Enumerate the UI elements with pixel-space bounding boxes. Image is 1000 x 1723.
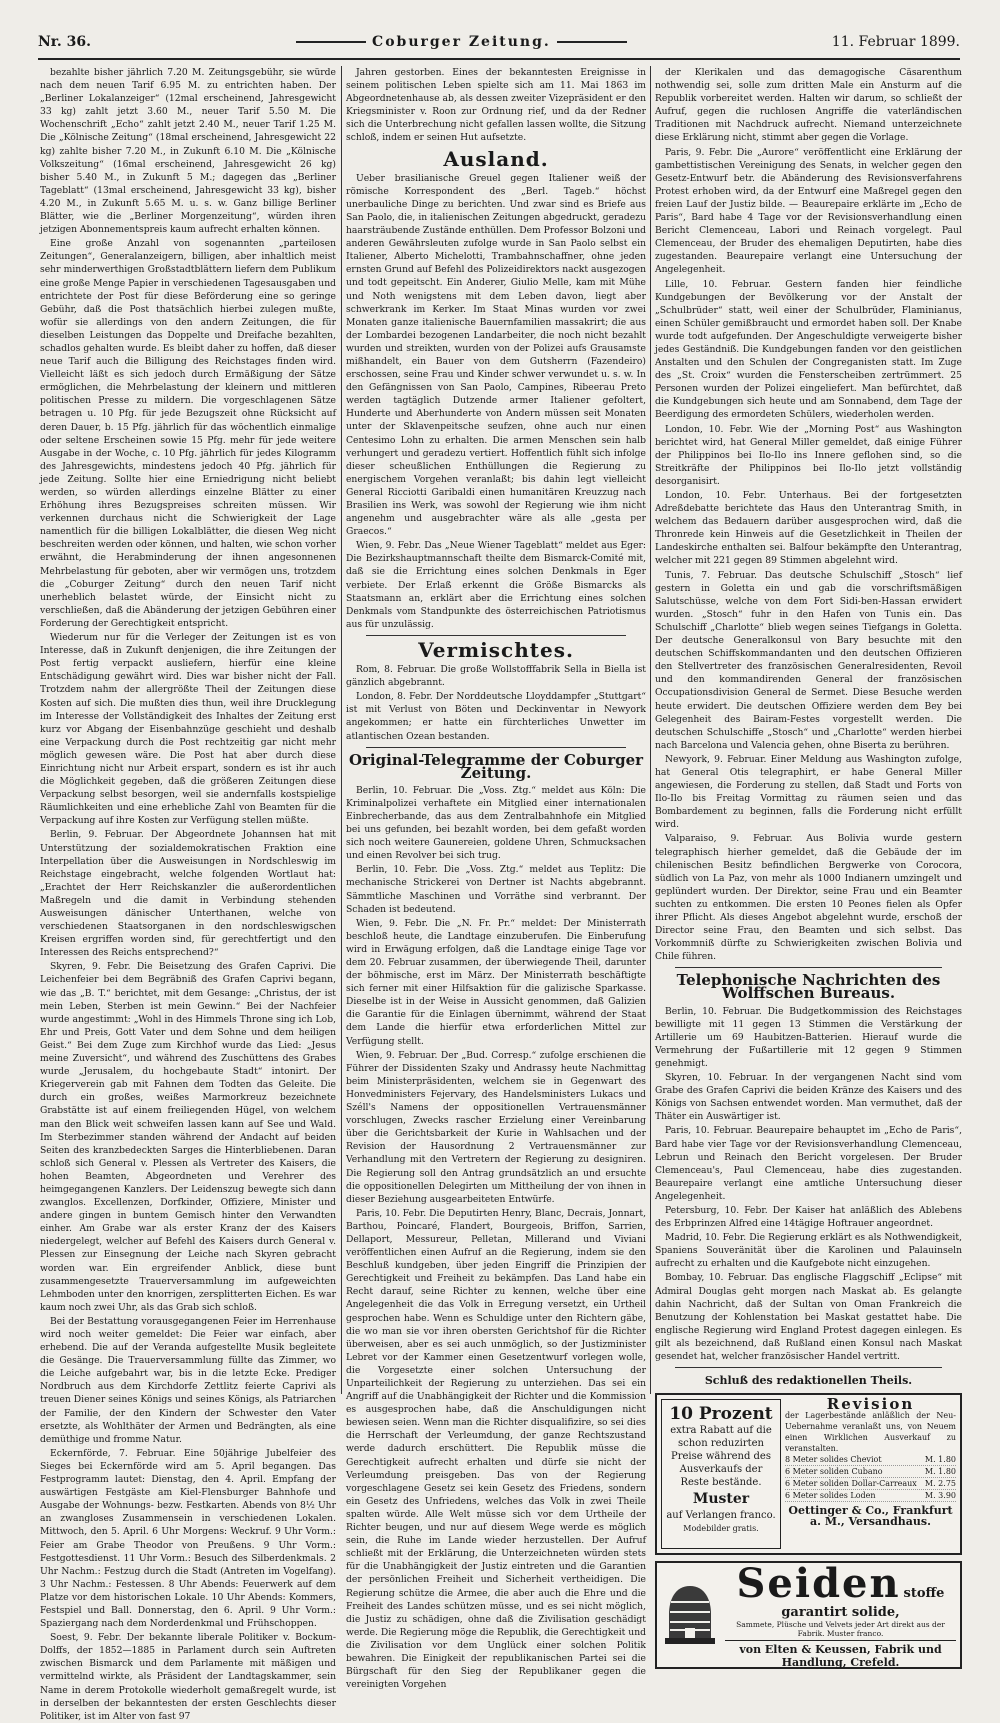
masthead <box>296 34 627 50</box>
ad-revision-firm: Oettinger & Co., Frankfurt a. M., Versandhaus. <box>788 1504 953 1529</box>
beehive-logo-icon <box>661 1580 719 1650</box>
ad-price-row: 6 Meter soliden Dollar-Carreaux M. 2.75 <box>785 1479 956 1489</box>
article-paragraph: Jahren gestorben. Eines der bekanntesten Ereignisse in seinem politischen Leben spielte sich am 11. Mai 1863 im Abgeordnetenhause ab, als dessen zweiter Vizepräsident er den Kriegsminister v. Roon zur Ordnung rief, und da der Redner sich die Unterbrechung nicht gefallen lassen wollte, die Sitzung schloß, indem er seinen Hut aufsetzte. <box>346 67 646 144</box>
article-paragraph: Berlin, 10. Febr. Die „Voss. Ztg.“ meldet aus Teplitz: Die mechanische Strickerei von Dertner ist Nachts abgebrannt. Sämmtliche Maschinen und Vorräthe sind verbrannt. Der Schaden ist bedeutend. <box>346 864 646 915</box>
article-paragraph: London, 8. Febr. Der Norddeutsche Lloyddampfer „Stuttgart“ ist mit Verlust von Böten und Deckinventar in Newyork angekommen; er hatte ein fürchterliches Unwetter im atlantischen Ozean bestanden. <box>346 691 646 742</box>
divider <box>366 635 626 636</box>
article-paragraph: Wien, 9. Febr. Das „Neue Wiener Tageblatt“ meldet aus Eger: Die Bezirkshauptmannschaft theilte dem Bismarck-Comité mit, daß sie die Errichtung eines solchen Denkmals in Eger verbiete. Der Erlaß erkennt die Größe Bismarcks als Staatsmann an, erklärt aber die Errichtung eines solchen Denkmals vom Standpunkte des österreichischen Patriotismus aus für unzulässig. <box>346 540 646 630</box>
article-paragraph: Eckernförde, 7. Februar. Eine 50jährige Jubelfeier des Sieges bei Eckernförde wird am 5. April begangen. Das Festprogramm lautet: Dienstag, den 4. April. Empfang der auswärtigen Festgäste am Kiel-Flensburger Bahnhofe und Ausgabe der Wohnungs- bezw. Festkarten. Abends von 8½ Uhr an zwangloses Zusammensein in verschiedenen Lokalen. Mittwoch, den 5. April. 6 Uhr Morgens: Weckruf. 9 Uhr Vorm.: Feier am Grabe Theodor von Preußens. 9 Uhr Vorm.: Festgottesdienst. 11 Uhr Vorm.: Besuch des Silberdenkmals. 2 Uhr Nachm.: Festzug durch die Stadt (Antreten im Vogelfang). 3 Uhr Nachm.: Festessen. 8 Uhr Abends: Feuerwerk auf dem Platze vor dem historischen Lokale. 10 Uhr Abends: Kommers, Festspiel und Ball. Donnerstag, den 6. April. 9 Uhr Vorm.: Spaziergang nach dem Norderdenkmal und Frühschoppen. <box>40 1447 336 1630</box>
article-paragraph: Lille, 10. Februar. Gestern fanden hier feindliche Kundgebungen der Bevölkerung vor der Anstalt der „Schulbrüder“ statt, weil einer der Schulbrüder, Flaminianus, einen Schüler gemißbraucht und ermordet haben soll. Der Knabe wurde todt aufgefunden. Der Angeschuldigte verweigerte bisher jedes Geständniß. Die Kundgebungen fanden vor den geistlichen Anstalten und den Schulen der Congreganisten statt. Im Zuge des „St. Croix“ wurden die Fensterscheiben zertrümmert. 25 Personen wurden der Polizei eingeliefert. Man befürchtet, daß die Kundgebungen sich heute und am Sonnabend, dem Tage der Beerdigung des ermordeten Schülers, wiederholen werden. <box>655 278 962 421</box>
ad-muster-label: Muster <box>692 1491 750 1508</box>
article-paragraph: bezahlte bisher jährlich 7.20 M. Zeitungsgebühr, sie würde nach dem neuen Tarif 6.95 M. zu entrichten haben. Der „Berliner Lokalanzeiger“ (12mal erscheinend, Jahresgewicht 33 kg) zahlt jetzt 3.60 M., neuer Tarif 5.50 M. Die Wochenschrift „Echo“ zahlt jetzt 2.40 M., neuer Tarif 1.25 M. Die „Kölnische Zeitung“ (18mal erscheinend, Jahresgewicht 22 kg) zahlte bisher 7.20 M., in Zukunft 6.10 M. Die „Kölnische Volkszeitung“ (16mal erscheinend, Jahresgewicht 26 kg) bisher 5.40 M., in Zukunft 5 M.; dagegen das „Berliner Tageblatt“ (13mal erscheinend, Jahresgewicht 33 kg), bisher 4.20 M., in Zukunft 5.65 M. u. s. w. Ganz billige Berliner Blätter, wie die „Berliner Morgenzeitung“, würden ihren jetzigen Abonnementspreis kaum aufrecht erhalten können. <box>40 67 336 236</box>
article-paragraph: Skyren, 9. Febr. Die Beisetzung des Grafen Caprivi. Die Leichenfeier bei dem Begräbniß des Grafen Caprivi begann, wie das „B. T.“ berichtet, mit dem Gesange: „Christus, der ist mein Leben, Sterben ist mein Gewinn.“ Bei der Nachfeier wurde angestimmt: „Wohl in des Himmels Throne sing ich Lob, Ehr und Preis, Gott Vater und dem Sohne und dem heiligen Geist.“ Bei dem Zuge zum Kirchhof wurde das Lied: „Jesus meine Zuversicht“, und während des Zuschüttens des Grabes wurde „Jerusalem, du hochgebaute Stadt“ intonirt. Der Kriegerverein gab mit Fahnen dem Todten das Geleite. Die durch ein großes, weißes Marmorkreuz bezeichnete Grabstätte ist auf einem freiliegenden Hügel, von welchem man den Blick weit schweifen lassen kann auf See und Wald. Im Sterbezimmer standen während der Andacht auf beiden Seiten des kranzbedeckten Sarges die Hinterbliebenen. Daran schloß sich General v. Plessen als Vertreter des Kaisers, die hohen Beamten, Abgeordneten und Verehrer des heimgegangenen Kanzlers. Der Leidenszug bewegte sich dann zwanglos. Excellenzen, Dorfkinder, Offiziere, Minister und andere gingen in buntem Gemisch hinter den Verwandten einher. Am Grabe war als erster Kranz der des Kaisers niedergelegt, welcher auf Befehl des Kaisers durch General v. Plessen zur Einsegnung der Leiche nach Skyren gebracht worden war. Ein ergreifender Anblick, diese bunt zusammengesetzte Trauerversammlung im aufgeweichten Lehmboden unter den knorrigen, zersplitterten Eichen. Es war kaum noch zwei Uhr, als das Grab sich schloß. <box>40 961 336 1313</box>
column-divider <box>341 66 342 1394</box>
article-paragraph: Wiederum nur für die Verleger der Zeitungen ist es von Interesse, daß in Zukunft denjenigen, die ihre Zeitungen der Post fertig verpackt ausliefern, hierfür eine kleine Entschädigung gewährt wird. Dies war bisher nicht der Fall. Trotzdem nahm der allergrößte Theil der Zeitungen diese Kosten auf sich. Die mußten dies thun, weil ihre Drucklegung im Interesse der Vollständigkeit des Inhaltes der Zeitung erst kurz vor Abgang der Eisenbahnzüge geschieht und deshalb eine Verpackung durch die Post rechtzeitig gar nicht mehr möglich gewesen wäre. Die Post hat aber durch diese Einrichtung nicht nur Arbeit erspart, sondern es ist ihr auch die Möglichkeit gegeben, daß die größeren Zeitungen diese Verpackung selbst besorgen, weil sie andernfalls kostspielige Räumlichkeiten und eine erhebliche Zahl von Beamten für die Verpackung auf ihre Kosten zur Verfügung stellen müßte. <box>40 632 336 827</box>
column-2 <box>346 66 646 1691</box>
article-paragraph: Soest, 9. Febr. Der bekannte liberale Politiker v. Bockum-Dolffs, der 1852—1885 in Parlament durch sein Auftreten zwischen Bismarck und dem Parlamente mit mäßigen und vermittelnd wirkte, als Präsident der Landtagskammer, sein Name in derem Protokolle wiederholt gemaßregelt wurde, ist in derselben der bekanntesten der ersten Geschlechts dieser Politiker, ist im Alter von fast 97 <box>40 1632 336 1722</box>
article-paragraph: Berlin, 10. Februar. Die Budgetkommission des Reichstages bewilligte mit 11 gegen 13 Stimmen die Verstärkung der Artillerie um 69 Haubitzen-Batterien. Hierauf wurde die Vermehrung der Fußartillerie mit 12 gegen 9 Stimmen genehmigt. <box>655 1005 962 1069</box>
ornament-line <box>557 41 627 43</box>
article-paragraph: London, 10. Febr. Unterhaus. Bei der fortgesetzten Adreßdebatte berichtete das Haus den Unterantrag Smith, in welchem das Bedauern darüber ausgesprochen wird, daß die Thronrede kein Hinweis auf die Gesetzlichkeit in Theilen der Landeskirche enthalten sei. Balfour bekämpfte den Unterantrag, welcher mit 221 gegen 89 Stimmen abgelehnt wird. <box>655 490 962 567</box>
article-paragraph: Wien, 9. Febr. Die „N. Fr. Pr.“ meldet: Der Ministerrath beschloß heute, die Landtage einzuberufen. Die Einberufung wird in Erwägung erfolgen, daß die Landtage einige Tage vor dem 20. Februar zusammen, der überwiegende Theil, darunter der böhmische, erst im März. Der Ministerrath beschäftigte sich ferner mit einer Hilfsaktion für die galizische Sparkasse. Dieselbe ist in der Weise in Aussicht genommen, daß Galizien die Garantie für die Einlagen übernimmt, während der Staat dem Lande die hierfür etwa erforderlichen Mittel zur Verfügung stellt. <box>346 917 646 1047</box>
column-1 <box>40 66 336 1722</box>
end-of-editorial-note: Schluß des redaktionellen Theils. <box>704 1374 913 1388</box>
section-heading-vermischtes: Vermischtes. <box>418 637 574 662</box>
advertisement-silk <box>655 1561 962 1669</box>
ad-small-text: Modebilder gratis. <box>683 1524 759 1534</box>
ad-silk-small: Sammete, Plüsche und Velvets jeder Art direkt aus der Fabrik. Muster franco. <box>736 1619 945 1638</box>
ad-price-row: 6 Meter soliden Cubano M. 1.80 <box>785 1467 956 1477</box>
ad-price-list <box>785 1454 956 1502</box>
ad-silk-body <box>725 1559 956 1669</box>
article-paragraph: Ueber brasilianische Greuel gegen Italiener weiß der römische Korrespondent des „Berl. Tageb.“ höchst unerbauliche Dinge zu berichten. Und zwar sind es Briefe aus San Paolo, die, in italienischen Zeitungen abgedruckt, geradezu haarsträubende Zustände enthüllen. Dem Professor Bolzoni und anderen Gewährsleuten zufolge wurde in San Paolo selbst ein Italiener, Alberto Michelotti, Trambahnschaffner, ohne jeden ernsten Grund auf Befehl des Polizeidirektors nackt ausgezogen und todt gepeitscht. Ein Anderer, Giulio Melle, kam mit Mühe und Noth wenigstens mit dem Leben davon, liegt aber schwerkrank im Kerker. Im Staat Minas wurden vor zwei Monaten ganze italienische Bauernfamilien massakrirt; die aus der Lombardei bezogenen Landarbeiter, die noch nicht bezahlt wurden und streikten, wurden von der Polizei aufs Grausamste mißhandelt, ein Bauer von dem Gutsherrn (Fazendeiro) erschossen, seine Frau und Kinder schwer verwundet u. s. w. In den Gefängnissen von San Paolo, Campines, Ribeerau Preto werden tagtäglich Dutzende armer Italiener gefoltert, Hunderte und Aberhunderte von Andern müssen seit Monaten unter der Sklavenpeitsche seufzen, ohne auch nur einen Centesimo Lohn zu erhalten. Die armen Menschen sein halb verhungert und geradezu vertiert. Hoffentlich fühlt sich infolge dieser scheußlichen Enthüllungen die Regierung zu energischem Vorgehen veranlaßt; bis dahin legt vielleicht General Ricciotti Garibaldi einen humanitären Kreuzzug nach Brasilien ins Werk, was sowohl der Regierung wie ihm nicht angenehm und ausgebrachter wäre als alle „gesta per Graecos.“ <box>346 172 646 538</box>
article-paragraph: Newyork, 9. Februar. Einer Meldung aus Washington zufolge, hat General Otis telegraphirt, er habe General Miller angewiesen, die Forderung zu stellen, daß Stadt und Forts von Ilo-Ilo bis Freitag Vormittag zu räumen seien und das Bombardement zu beginnen, falls die Forderung nicht erfüllt wird. <box>655 753 962 831</box>
article-paragraph: London, 10. Febr. Wie der „Morning Post“ aus Washington berichtet wird, hat General Miller gemeldet, daß einige Führer der Philippinos bei Ilo-Ilo ins Innere geflohen sind, so die Streitkräfte der Philippinos bei Ilo-Ilo jetzt vollständig desorganisirt. <box>655 423 962 487</box>
ornament-line <box>296 41 366 43</box>
column-divider <box>650 66 651 1394</box>
divider <box>675 1367 942 1368</box>
article-paragraph: Bombay, 10. Februar. Das englische Flaggschiff „Eclipse“ mit Admiral Douglas geht morgen nach Maskat ab. Es gelangte dahin Nachricht, daß der Sultan von Oman Frankreich die Benutzung der Kohlenstation bei Maskat gestattet habe. Die englische Regierung wird England Protest dagegen einlegen. Es gilt als bezeichnend, daß Rußland einen Konsul nach Maskat gesendet hat, welcher französischer Handel vertritt. <box>655 1272 962 1362</box>
article-paragraph: Valparaiso, 9. Februar. Aus Bolivia wurde gestern telegraphisch hierher gemeldet, daß die Gebäude der im chilenischen Besitz befindlichen Bergwerke von Corocora, südlich von La Paz, von mehr als 1000 Indianern umzingelt und geplündert wurden. Der Direktor, seine Frau und ein Beamter suchten zu entkommen. Die ersten 10 Peones fielen als Opfer ihrer Pflicht. Als dieses Angebot abgelehnt wurde, erschoß der Director seine Frau, den Beamten und sich selbst. Das Vorkommniß dürfte zu Schwierigkeiten zwischen Bolivia und Chile führen. <box>655 833 962 963</box>
article-paragraph: der Klerikalen und das demagogische Cäsarenthum nothwendig sei, solle zum dritten Male ein Ansturm auf die Republik vorbereitet werden. Halten wir darum, so schließt der Aufruf, gegen die ruchlosen Angriffe die vaterländischen Traditionen mit Nachdruck aufrecht. Niemand unterzeichnete diese Erklärung nicht, stimmt aber gegen die Vorlage. <box>655 67 962 144</box>
article-paragraph: Bei der Bestattung vorausgegangenen Feier im Herrenhause wird noch weiter gemeldet: Die Feier war einfach, aber erhebend. Die auf der Veranda aufgestellte Musik begleitete die Gesänge. Die Trauerversammlung füllte das Zimmer, wo die Leiche aufgebahrt war, bis in die letzte Ecke. Prediger Nordbruch aus dem Kirchdorfe Zettlitz feierte Caprivi als treuen Diener seines Königs und seines Königs, als Patriarchen der Familie, der den Kindern der Schwester den Vater ersetzte, als Wohlthäter der Armen und Bedrängten, als eine demüthige und fromme Natur. <box>40 1315 336 1445</box>
ad-silk-suffix: stoffe garantirt solide, <box>781 1585 945 1620</box>
section-heading-ausland: Ausland. <box>443 146 549 171</box>
article-paragraph: Paris, 10. Februar. Beaurepaire behauptet im „Echo de Paris“, Bard habe vier Tage vor der Revisionsverhandlung Clemenceau, Lebrun und Reinach den Bericht vorgelesen. Der Bruder Clemenceau's, Paul Clemenceau, habe dies zugestanden. Beaurepaire verlangt eine amtliche Untersuchung dieser Angelegenheit. <box>655 1125 962 1202</box>
divider <box>366 747 626 748</box>
article-paragraph: Paris, 9. Febr. Die „Aurore“ veröffentlicht eine Erklärung der gambettistischen Vereinigung des Senats, in welcher gegen den Gesetz-Entwurf betr. die Abänderung des Revisionsverfahrens Protest erhoben wird, da der Entwurf eine Maßregel gegen den freien Lauf der Justiz bilde. — Beaurepaire erklärte im „Echo de Paris“, Bard habe 4 Tage vor der Revisionsverhandlung einen Bericht Clemenceau, Labori und Reinach vorgelegt. Paul Clemenceau, der Bruder des ehemaligen Deputirten, habe dies zugestanden. Beaurepaire verlangt eine Untersuchung der Angelegenheit. <box>655 146 962 276</box>
article-paragraph: Tunis, 7. Februar. Das deutsche Schulschiff „Stosch“ lief gestern in Goletta ein und gab die vorschriftsmäßigen Salutschüsse, welche von dem Fort Sidi-ben-Hassan erwidert wurden. „Stosch“ fuhr in den Hafen von Tunis ein. Das Schulschiff „Charlotte“ blieb wegen seines Tiefgangs in Goletta. Der deutsche Generalkonsul von Bary besuchte mit den deutschen Schiffskommandanten und den deutschen Offizieren den Stellvertreter des französischen Generalresidenten, Revoil und den kommandirenden General der französischen Occupationsdivision General de Sermet. Diese Besuche werden heute erwidert. Die deutschen Offiziere werden dem Bey bei Gelegenheit des Bairam-Festes vorgestellt werden. Die deutschen Schulschiffe „Stosch“ und „Charlotte“ werden hierbei nach Barcelona und Valencia gehen, ohne Biserta zu berühren. <box>655 569 962 751</box>
article-paragraph: Berlin, 10. Februar. Die „Voss. Ztg.“ meldet aus Köln: Die Kriminalpolizei verhaftete ein Mitglied einer internationalen Einbrecherbande, das aus dem Zentralbahnhofe ein Mitglied bei uns gefunden, bei bezahlt worden, bei dem gefaßt worden sich noch weitere Gaunereien, goldene Uhren, Schmucksachen und einen Revolver bei sich trug. <box>346 784 646 862</box>
ad-silk-headline: Seiden <box>736 1559 901 1607</box>
article-paragraph: Eine große Anzahl von sogenannten „parteilosen Zeitungen“, Generalanzeigern, billigen, aber inhaltlich meist sehr minderwerthigen Großstadtblättern liefern dem Publikum eine große Menge Papier in verschiedenen Tagesausgaben und entrichtete der Post für diese Beförderung eine so geringe Gebühr, daß die Post thatsächlich hierbei zulegen mußte, wofür sie allerdings von den andern Zeitungen, die für dieselben Leistungen das Doppelte und Dreifache bezahlten, schadlos gehalten wurde. Es bleibt daher zu hoffen, daß dieser neue Tarif auch die Billigung des Reichstages finden wird. Vielleicht läßt es sich jedoch durch Ermäßigung der Sätze ermöglichen, die Mehrbelastung der kleinern und mittleren politischen Presse zu mildern. Die vorgeschlagenen Sätze betragen u. 10 Pfg. für jede Bezugszeit ohne Rücksicht auf deren Dauer, b. 15 Pfg. jährlich für das wöchentlich einmalige oder seltene Erscheinen sowie 15 Pfg. mehr für jede weitere Ausgabe in der Woche, c. 10 Pfg. jährlich für jedes Kilogramm des Jahresgewichts, mindestens jedoch 40 Pfg. jährlich für jede Zeitung. Sollte hier eine Erniedrigung nicht beliebt werden, so würden allerdings einzelne Blätter zu einer Erhöhung ihres Bezugspreises schreiten müssen. Wir verkennen durchaus nicht die Schwierigkeit der Lage namentlich für die billigen Lokalblätter, die diesen Weg nicht beschreiten werden oder können, und halten, wie schon vorher erwähnt, die Herabminderung der ihnen angesonnenen Mehrbelastung für geboten, aber wir vermögen uns, trotzdem die „Coburger Zeitung“ durch den neuen Tarif nicht unerheblich belastet würde, der Einsicht nicht zu verschließen, daß die Abänderung der jetzigen Gebühren einer Forderung der Gerechtigkeit entspricht. <box>40 238 336 629</box>
ad-discount-box <box>661 1399 781 1549</box>
column-3 <box>655 66 962 1669</box>
article-paragraph: Paris, 10. Febr. Die Deputirten Henry, Blanc, Decrais, Jonnart, Barthou, Poincaré, Flandert, Bourgeois, Briffon, Sarrien, Dellaport, Messureur, Pelletan, Millerand und Viviani veröffentlichen einen Aufruf an die Regierung, indem sie den Beschluß kundgeben, über jeden Eingriff die Prinzipien der Gerechtigkeit und Freiheit zu bekämpfen. Das Land habe ein Recht darauf, seine Richter zu kennen, welche über eine Angelegenheit die das Volk in Erregung versetzt, ein Urtheil gesprochen habe. Wenn es Schuldige unter den Richtern gäbe, die wo man sie vor ihren obersten Gerichtshof für die Richter überweisen, aber es sei auch unmöglich, so der Justizminister Lebret vor der Kammer einen Gesetzentwurf vorlegen wolle, die Vorgesetzte einer solchen Untersuchung der Unparteilichkeit der Regierung zu unterziehen. Das sei ein Angriff auf die Unabhängigkeit der Richter und die Kommission es ausgesprochen habe, daß die Anschuldigungen nicht bewiesen seien. Wenn man die Richter disqualifizire, so sei dies die Herrschaft der Verleumdung, der ganze Rechtszustand werde dadurch erschüttert. Die Republik müsse die Gerechtigkeit aufrecht erhalten und dürfe sie nicht der Verleumdung preisgeben. Das von der Regierung vorgeschlagene Gesetz sei kein Gesetz des Friedens, sondern ein Gesetz des Unfriedens, welches das Volk in zwei Theile spalten würde. Alle Welt müsse sich vor dem Urtheile der Richter beugen, und nur auf diesem Wege werde es möglich sein, die Ruhe im Lande wieder herzustellen. Der Aufruf schließt mit der Erklärung, die Unterzeichneten würden stets für die Unabhängigkeit der Justiz eintreten und die Garantien der persönlichen Freiheit und Sicherheit vertheidigen. Die Regierung schütze die Armee, die aber auch die Ehre und die Freiheit des Landes schützen müsse, und es sei nicht möglich, die Justiz zu schädigen, ohne daß die Zivilisation geschädigt werde. Die Regierung möge die Republik, die Gerechtigkeit und die Zivilisation vor dem Unglück einer solchen Politik bewahren. Die Einigkeit der republikanischen Partei sei die Bürgschaft für den Sieg der Republikaner gegen die vereinigten Vorgehen <box>346 1207 646 1691</box>
ad-revision-body <box>785 1395 956 1549</box>
ad-price-row: 8 Meter solides Cheviot M. 1.80 <box>785 1455 956 1465</box>
ad-discount-text: extra Rabatt auf die schon reduzirten Preise während des Ausverkaufs der Reste bestände. <box>670 1425 772 1489</box>
ad-silk-firm: von Elten & Keussen, Fabrik und Handlung, Crefeld. <box>725 1640 956 1669</box>
article-paragraph: Berlin, 9. Februar. Der Abgeordnete Johannsen hat mit Unterstützung der sozialdemokratischen Fraktion eine Interpellation über die Ausweisungen in Nordschleswig im Reichstage eingebracht, welche folgenden Wortlaut hat: „Erachtet der Herr Reichskanzler die außerordentlichen Maßregeln und die damit in Verbindung stehenden Ausweisungen dänischer Unterthanen, welche von verschiedenen Staatsorganen in den nordschleswigschen Kreisen ergriffen worden sind, für gerechtfertigt und den Interessen des Reichs entsprechend?“ <box>40 829 336 959</box>
ad-muster-text: auf Verlangen franco. <box>666 1510 776 1522</box>
section-heading-telegramme: Original-Telegramme der Coburger Zeitung. <box>348 750 644 782</box>
article-paragraph: Skyren, 10. Februar. In der vergangenen Nacht sind vom Grabe des Grafen Caprivi die beiden Kränze des Kaisers und des Königs von Sachsen entwendet worden. Man vermuthet, daß der Thäter ein Auswärtiger ist. <box>655 1072 962 1123</box>
issue-date: 11. Februar 1899. <box>831 34 960 50</box>
ad-discount-headline: 10 Prozent <box>669 1404 773 1425</box>
issue-number: Nr. 36. <box>38 34 91 50</box>
advertisement-revision <box>655 1393 962 1555</box>
article-paragraph: Wien, 9. Februar. Der „Bud. Corresp.“ zufolge erschienen die Führer der Dissidenten Szaky und Andrassy heute Nachmittag beim Ministerpräsidenten, welchem sie in Gegenwart des Honvedministers Fejervary, des Handelsministers Lukacs und Széll's Namens der oppositionellen Vertrauensmänner vorschlugen, Zwecks rascher Erzielung einer Vereinbarung über die Gerichtsbarkeit der Kurie in Wahlsachen und der Revision der Hausordnung 2 Vertrauensmänner zur Verhandlung mit den Vertretern der Regierung zu designiren. Die Regierung soll den Antrag grundsätzlich an und ersuchte die oppositionellen Delegirten um Mittheilung der von ihnen in dieser Beziehung ausgearbeiteten Entwürfe. <box>346 1049 646 1205</box>
article-paragraph: Madrid, 10. Febr. Die Regierung erklärt es als Nothwendigkeit, Spaniens Souveränität über die Karolinen und Palauinseln aufrecht zu erhalten und die Kaufgebote nicht einzugehen. <box>655 1232 962 1270</box>
ad-revision-subtitle: der Lagerbestände anläßlich der Neu-Uebernahme veranlaßt uns, von Neuem einen Wirklichen Ausverkauf zu veranstalten. <box>785 1411 956 1454</box>
divider <box>675 967 942 968</box>
ad-revision-title: Revision <box>826 1395 915 1414</box>
article-paragraph: Petersburg, 10. Febr. Der Kaiser hat anläßlich des Ablebens des Erbprinzen Alfred eine 14tägige Hoftrauer angeordnet. <box>655 1204 962 1230</box>
ad-price-row: 6 Meter solides Loden M. 3.90 <box>785 1491 956 1501</box>
section-heading-wolff: Telephonische Nachrichten des Wolffschen Bureaus. <box>676 971 941 1003</box>
header-rule <box>38 58 960 60</box>
article-paragraph: Rom, 8. Februar. Die große Wollstofffabrik Sella in Biella ist gänzlich abgebrannt. <box>346 664 646 689</box>
page-header <box>38 30 960 54</box>
paper-title: Coburger Zeitung. <box>372 34 551 50</box>
